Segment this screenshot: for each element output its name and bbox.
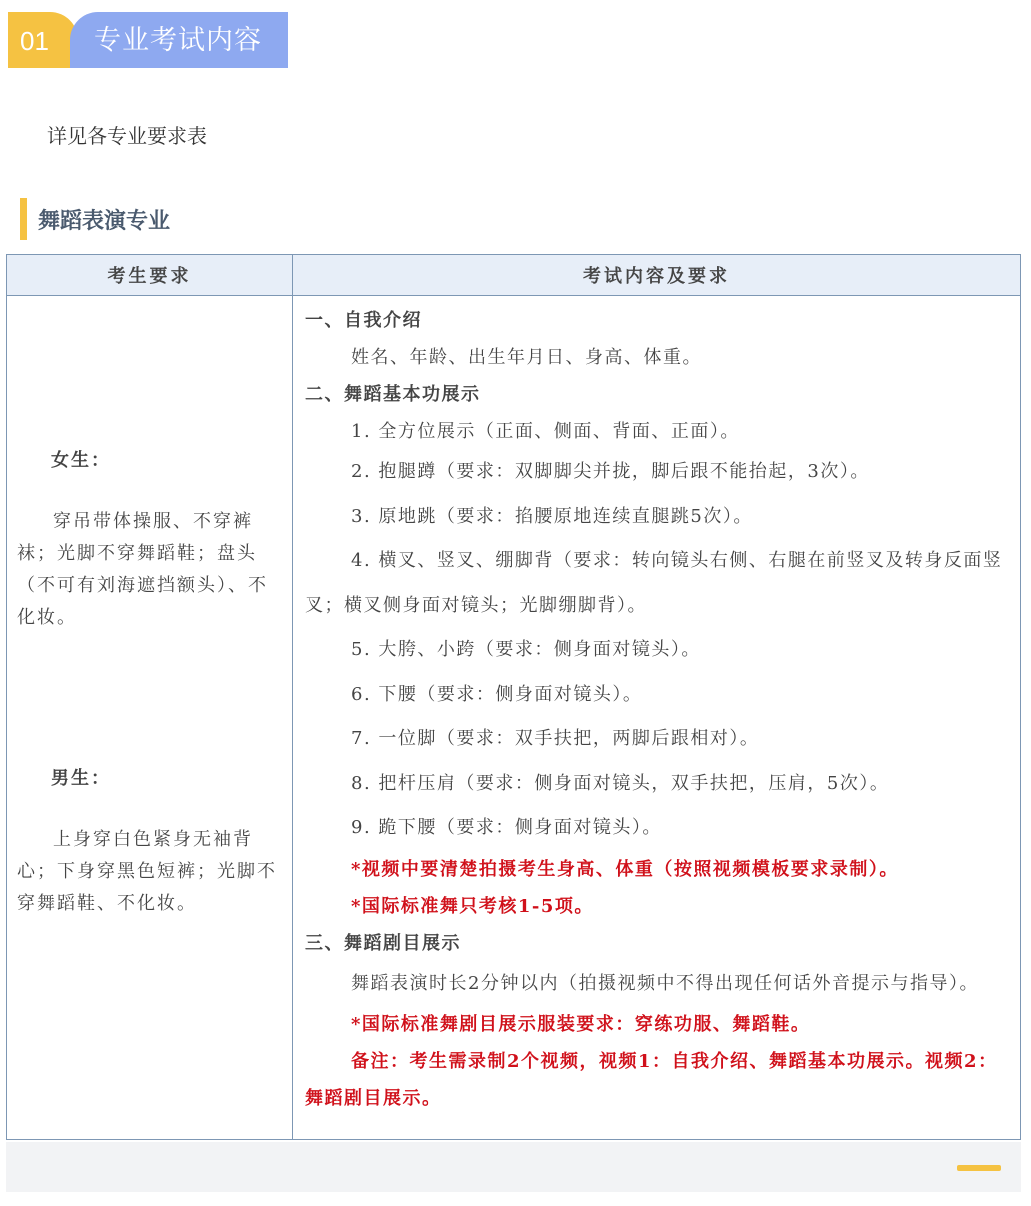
content-line: *国际标准舞剧目展示服装要求：穿练功服、舞蹈鞋。 (351, 1014, 811, 1035)
content-line: 二、舞蹈基本功展示 (305, 384, 481, 405)
content-line: 8. 把杆压肩（要求：侧身面对镜头，双手扶把，压肩，5次）。 (351, 772, 890, 794)
content-line: 姓名、年龄、出生年月日、身高、体重。 (351, 347, 702, 368)
content-line: 2. 抱腿蹲（要求：双脚脚尖并拢，脚后跟不能抬起，3次）。 (351, 461, 870, 482)
content-line: 9. 跪下腰（要求：侧身面对镜头）。 (351, 817, 662, 838)
exam-content-list (305, 302, 1006, 1117)
content-line: 3. 原地跳（要求：掐腰原地连续直腿跳5次）。 (351, 505, 753, 527)
requirements-table (6, 254, 1021, 1140)
male-requirements: 上身穿白色紧身无袖背心；下身穿黑色短裤；光脚不穿舞蹈鞋、不化妆。 (17, 829, 277, 914)
section-title: 专业考试内容 (70, 12, 288, 68)
content-line: 三、舞蹈剧目展示 (305, 932, 461, 954)
content-line: *国际标准舞只考核1-5项。 (351, 895, 594, 917)
female-requirements: 穿吊带体操服、不穿裤袜；光脚不穿舞蹈鞋；盘头（不可有刘海遮挡额头）、不化妆。 (17, 511, 268, 628)
content-line: 5. 大胯、小跨（要求：侧身面对镜头）。 (351, 639, 701, 660)
subheading-accent-bar (20, 198, 27, 240)
content-line: 舞蹈表演时长2分钟以内（拍摄视频中不得出现任何话外音提示与指导）。 (351, 972, 979, 994)
header-candidate-requirements: 考生要求 (7, 255, 293, 296)
content-line: 7. 一位脚（要求：双手扶把，两脚后跟相对）。 (351, 728, 760, 749)
female-label: 女生： (51, 450, 111, 471)
candidate-requirements-cell (7, 296, 293, 1140)
content-line: 备注：考生需录制2个视频，视频1：自我介绍、舞蹈基本功展示。视频2：舞蹈剧目展示。 (305, 1051, 998, 1109)
section-number: 01 (8, 12, 78, 68)
header-exam-content: 考试内容及要求 (293, 255, 1021, 296)
content-line: *视频中要清楚拍摄考生身高、体重（按照视频模板要求录制）。 (351, 858, 899, 880)
male-label: 男生： (51, 768, 111, 789)
table-header-row (7, 255, 1021, 296)
table-row (7, 296, 1021, 1140)
footer-strip (6, 1142, 1021, 1192)
content-line: 1. 全方位展示（正面、侧面、背面、正面）。 (351, 421, 740, 442)
intro-text: 详见各专业要求表 (47, 124, 207, 148)
subheading-title: 舞蹈表演专业 (38, 209, 171, 234)
content-line: 4. 横叉、竖叉、绷脚背（要求：转向镜头右侧、右腿在前竖叉及转身反面竖叉；横叉侧身面对镜头；光脚绷脚背）。 (305, 550, 1003, 616)
content-line: 一、自我介绍 (305, 310, 422, 331)
exam-content-cell (293, 296, 1021, 1140)
section-header (8, 12, 288, 68)
footer-accent-dash (957, 1165, 1001, 1171)
content-line: 6. 下腰（要求：侧身面对镜头）。 (351, 683, 643, 705)
